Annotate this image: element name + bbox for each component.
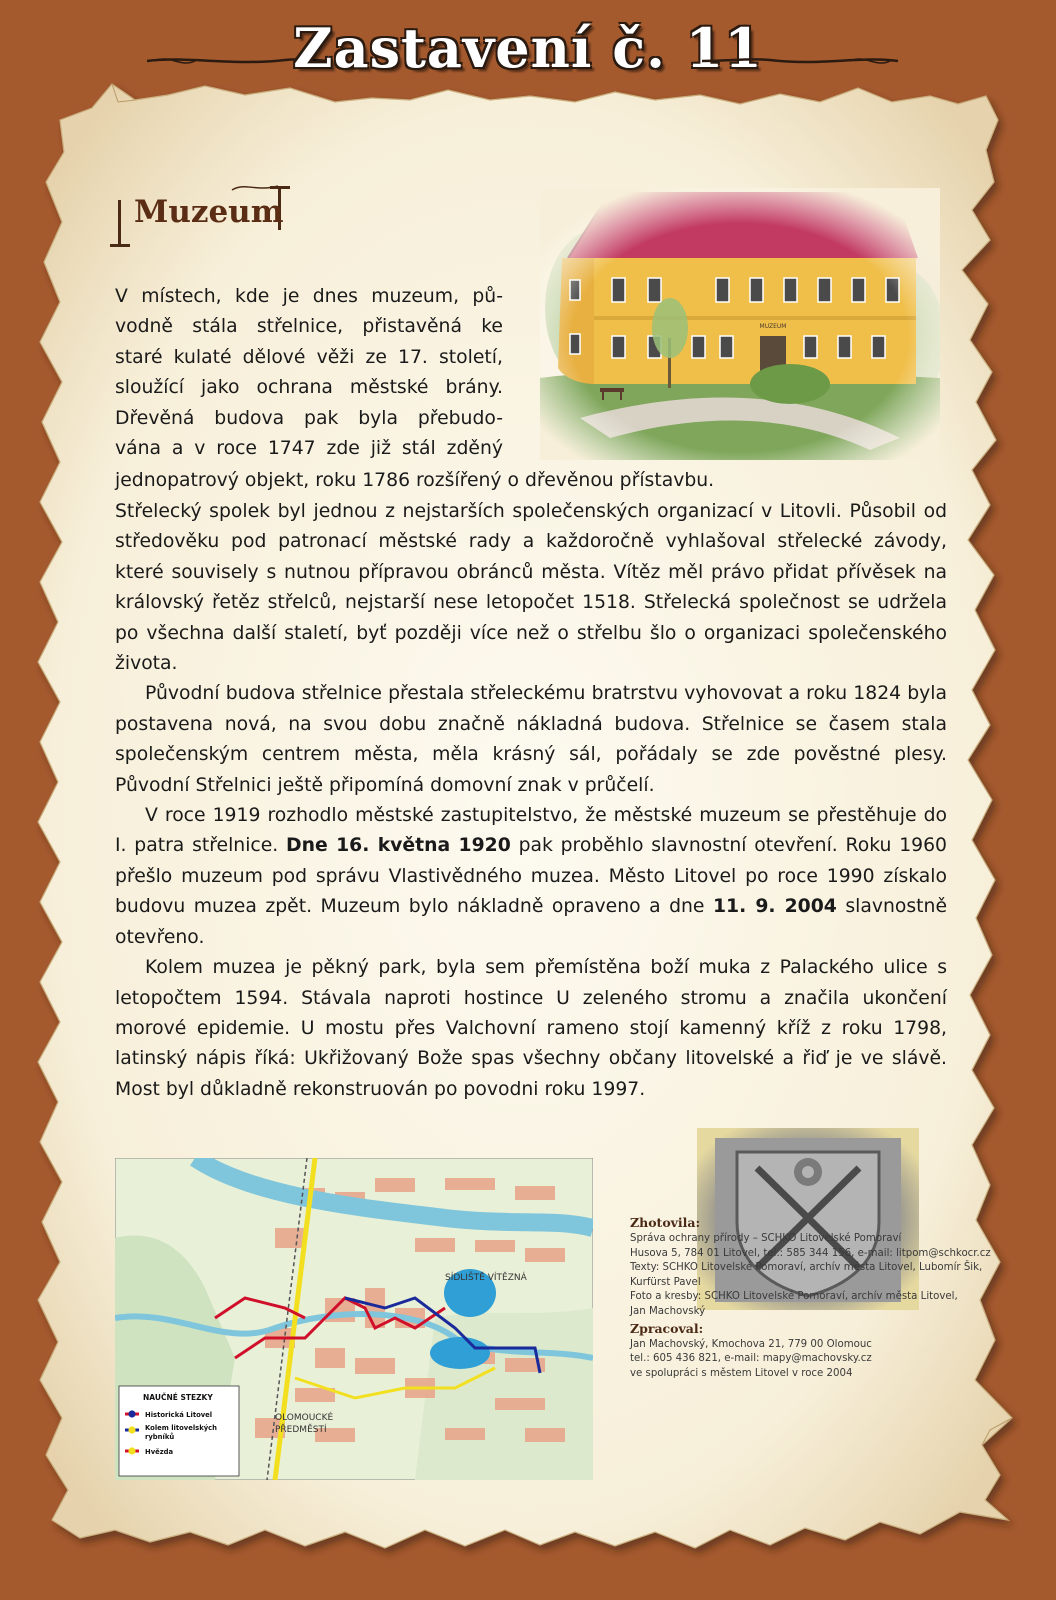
credits-line: Kurfürst Pavel bbox=[630, 1276, 701, 1288]
intro-paragraph bbox=[115, 282, 503, 464]
credits-line: Správa ochrany přírody – SCHKO Litovelské Pomoraví bbox=[630, 1233, 902, 1244]
credits-line: Jan Machovský bbox=[630, 1305, 706, 1317]
paragraph-museum-history: V roce 1919 rozhodlo městské zastupitelstvo, že městské muzeum se přestěhuje do I. patra střelnice. Dne 16. května 1920 pak proběhlo slavnostní otevření. Roku 1960 přešlo muzeum pod správu Vlastivědného muzea. Město Litovel po roce 1990 získalo budovu muzea zpět. Muzeum bylo nákladně opraveno a dne 11. 9. 2004 slavnostně otevřeno. bbox=[115, 805, 948, 948]
credits-line: Texty: SCHKO Litovelské Pomoraví, archív města Litovel, Lubomír Šik, bbox=[630, 1262, 983, 1274]
page-title: Zastavení č. 11 bbox=[293, 16, 763, 80]
svg-text:Hvězda: Hvězda bbox=[145, 1448, 174, 1456]
map-legend bbox=[119, 1386, 239, 1476]
intro-line: sloužící jako ochrana městské brány. bbox=[115, 377, 503, 399]
credits-line: Foto a kresby: SCHKO Litovelské Pomoraví, archív města Litovel, bbox=[630, 1291, 958, 1303]
section-title-frame bbox=[110, 186, 290, 248]
svg-text:Kolem litovelských: Kolem litovelských bbox=[145, 1424, 218, 1432]
credits-line: ve spolupráci s městem Litovel v roce 2004 bbox=[630, 1367, 853, 1379]
intro-line: Dřevěná budova pak byla přebudo- bbox=[115, 407, 503, 429]
paragraph-new-building: Původní budova střelnice přestala střeleckému bratrstvu vyhovovat a roku 1824 byla postavena nová, na svou dobu značně nákladná budova. Střelnice se časem stala společenským centrem města, měla krásný sál, pořádaly se zde pověstné plesy. Původní Střelnici ještě připomíná domovní znak v průčelí. bbox=[115, 683, 947, 796]
credits-prepared-title: Zpracoval: bbox=[630, 1320, 704, 1336]
credits-line: Husova 5, 784 01 Litovel, tel.: 585 344 156, e-mail: litpom@schkocr.cz bbox=[630, 1247, 991, 1259]
intro-line: vodně stála střelnice, přistavěná ke bbox=[115, 316, 503, 338]
paragraph-sports-club: Střelecký spolek byl jednou z nejstarších společenských organizací v Litovli. Působil od středověku pod patronací městské rady a každoročně vyhlašoval střelecké závody, které souvisely s nutnou přípravou obránců města. Vítěz měl právo přidat přívěsek na královský řetěz střelců, nejstarší nese letopočet 1518. Střelecká společnost se udržela po všechna další staletí, byť později více než o střelbu šlo o organizaci společenského života. bbox=[115, 501, 947, 675]
paragraph-park: Kolem muzea je pěkný park, byla sem přemístěna boží muka z Palackého ulice s letopočtem 1594. Stávala naproti hostince U zeleného stromu a značila ukončení morové epidemie. U mostu přes Valchovní rameno stojí kamenný kříž z roku 1798, latinský nápis říká: Ukřižovaný Bože spas všechny občany litovelské a řiď je ve slávě. Most byl důkladně rekonstruován po povodni roku 1997. bbox=[115, 957, 947, 1100]
credits-line: tel.: 605 436 821, e-mail: mapy@machovsky.cz bbox=[630, 1353, 872, 1365]
section-title: Muzeum bbox=[134, 194, 284, 230]
map-label-sidliste: SÍDLIŠTĚ VÍTĚZNÁ bbox=[445, 1273, 527, 1283]
title-flourish-icon bbox=[230, 180, 280, 194]
map-label-predmesti-1: OLOMOUCKÉ bbox=[275, 1413, 334, 1423]
museum-building-illustration bbox=[540, 188, 940, 460]
svg-text:Historická Litovel: Historická Litovel bbox=[145, 1411, 213, 1419]
intro-line: V místech, kde je dnes muzeum, pů- bbox=[115, 286, 503, 307]
map-label-predmesti-2: PŘEDMĚSTÍ bbox=[275, 1425, 327, 1435]
intro-line: staré kulaté dělové věži ze 17. století, bbox=[115, 346, 503, 368]
credits-line: Jan Machovský, Kmochova 21, 779 00 Olomouc bbox=[630, 1338, 872, 1350]
body-text bbox=[115, 497, 947, 1105]
svg-text:rybníků: rybníků bbox=[145, 1433, 175, 1441]
intro-line: vána a v roce 1747 zde již stál zděný bbox=[115, 438, 503, 460]
trail-map bbox=[115, 1158, 593, 1480]
credits-made-by-title: Zhotovila: bbox=[630, 1215, 701, 1230]
credits bbox=[630, 1214, 990, 1381]
legend-title: NAUČNÉ STEZKY bbox=[143, 1393, 213, 1402]
intro-tail: jednopatrový objekt, roku 1786 rozšířený o dřevěnou přístavbu. bbox=[115, 470, 715, 491]
